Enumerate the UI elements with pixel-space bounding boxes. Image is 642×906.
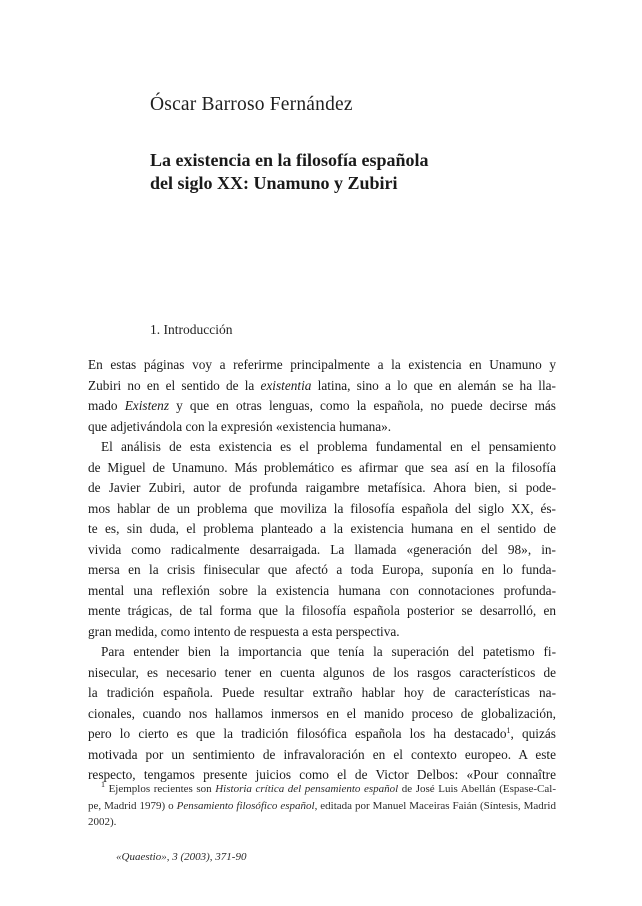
italic-term: Existenz	[124, 398, 169, 413]
text-line	[88, 437, 556, 458]
text-line	[88, 540, 556, 561]
text-span: pero lo cierto es que la tradición filosófica española los ha destacado$^1$, quizás	[88, 726, 556, 741]
text-span: mos hablar de un problema que moviliza la filosofía española del siglo XX, és-	[88, 500, 556, 516]
text-line	[88, 622, 556, 643]
author-name: Óscar Barroso Fernández	[150, 94, 353, 115]
text-line	[88, 396, 556, 417]
text-line	[88, 458, 556, 479]
text-line	[88, 417, 556, 438]
footnote-line	[88, 814, 556, 831]
text-span: mente trágicas, de tal forma que la filosofía española posterior se desarrolló, en	[88, 603, 556, 618]
body-text	[88, 355, 556, 786]
text-span: El análisis de esta existencia es el problema fundamental en el pensamiento	[101, 439, 556, 454]
text-line	[88, 376, 556, 397]
footnote-line	[88, 798, 556, 815]
italic-term: existentia	[260, 377, 312, 393]
title-line: del siglo XX: Unamuno y Zubiri	[150, 173, 398, 193]
text-span: cionales, cuando nos hallamos inmersos en el manido proceso de globalización,	[88, 705, 556, 721]
text-line	[88, 724, 556, 745]
text-span: nisecular, es necesario tener en cuenta algunos de los rasgos característicos de	[88, 664, 556, 680]
text-span: de Miguel de Unamuno. Más problemático es afirmar que sea así en la filosofía	[88, 459, 556, 475]
text-span: Para entender bien la importancia que tenía la superación del patetismo fi-	[101, 644, 556, 659]
text-span: gran medida, como intento de respuesta a esta perspectiva.	[88, 623, 400, 639]
text-span: mado Existenz y que en otras lenguas, como la española, no puede decirse más	[88, 398, 556, 413]
text-span: vivida como radicalmente desarraigada. La llamada «generación del 98», in-	[88, 541, 556, 557]
text-span: te es, sin duda, el problema planteado a la existencia humana en el sentido de	[88, 521, 556, 536]
text-line	[88, 355, 556, 376]
article-title	[150, 149, 429, 195]
text-line	[88, 581, 556, 602]
italic-book-title: Historia crítica del pensamiento español	[215, 783, 399, 795]
text-span: 2002).	[88, 816, 117, 828]
text-span: mental una reflexión sobre la existencia humana con connotaciones profunda-	[88, 582, 556, 598]
text-span: $^1$ Ejemplos recientes son Historia crítica del pensamiento español de José Luis Abellán (Espase-Cal-	[101, 780, 556, 795]
footnote	[88, 781, 556, 831]
journal-citation: «Quaestio», 3 (2003), 371-90	[116, 851, 247, 863]
text-span: En estas páginas voy a referirme principalmente a la existencia en Unamuno y	[88, 357, 556, 372]
text-line	[88, 601, 556, 622]
text-span: de Javier Zubiri, autor de profunda raigambre metafísica. Ahora bien, si pode-	[88, 480, 556, 495]
text-span: respecto, tengamos presente juicios como el de Victor Delbos: «Pour connaître	[88, 767, 556, 782]
italic-book-title: Pensamiento filosófico español	[176, 799, 315, 812]
section-heading: 1. Introducción	[150, 322, 233, 337]
text-span: motivada por un sentimiento de infravaloración en el contexto europeo. A este	[88, 746, 556, 762]
text-line	[88, 642, 556, 663]
text-line	[88, 663, 556, 684]
text-line	[88, 704, 556, 725]
footnote-marker: 1	[506, 726, 511, 735]
title-line: La existencia en la filosofía española	[150, 150, 429, 170]
text-line	[88, 745, 556, 766]
text-line	[88, 683, 556, 704]
text-line	[88, 519, 556, 540]
footnote-line	[88, 781, 556, 798]
text-span: Zubiri no en el sentido de la existentia latina, sino a lo que en alemán se ha lla-	[88, 377, 556, 393]
footnote-number: 1	[101, 780, 105, 789]
text-line	[88, 560, 556, 581]
text-span: mersa en la crisis finisecular que afectó a toda Europa, suponía en lo funda-	[88, 562, 556, 577]
text-span: pe, Madrid 1979) o Pensamiento filosófico español, editada por Manuel Maceiras Faián (Síntesis, Madrid	[88, 799, 556, 812]
text-span: que adjetivándola con la expresión «existencia humana».	[88, 418, 392, 434]
text-line	[88, 499, 556, 520]
text-span: la tradición española. Puede resultar extraño hablar hoy de características na-	[88, 685, 556, 700]
text-line	[88, 478, 556, 499]
